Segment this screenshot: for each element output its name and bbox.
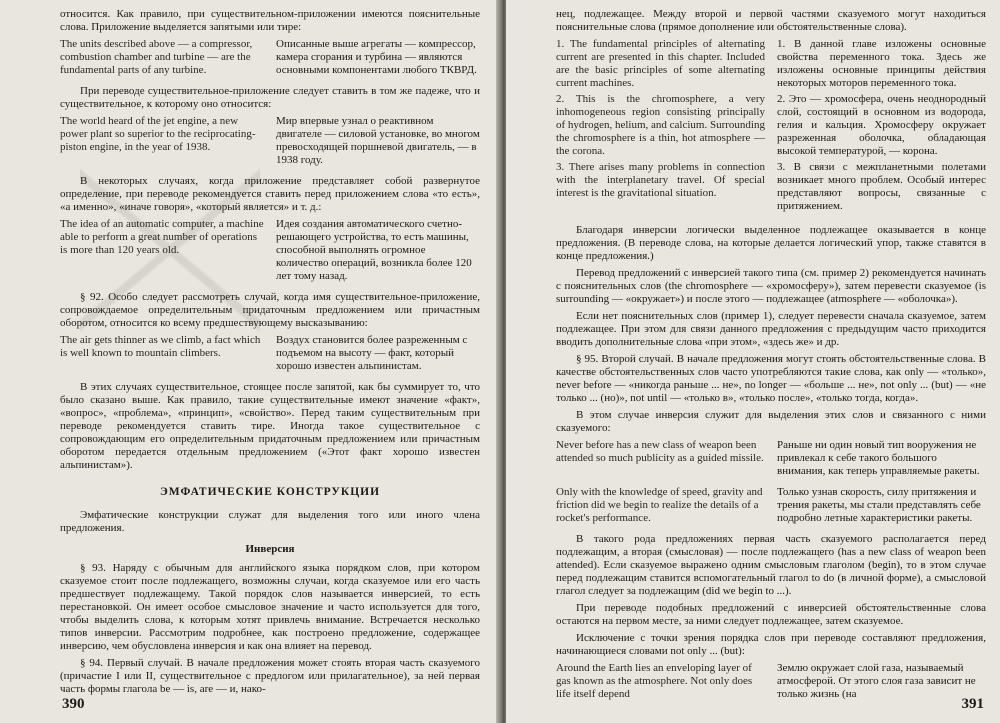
paragraph: Исключение с точки зрения порядка слов при переводе составляют предложения, начинающиеся словами not only ... (but): xyxy=(556,632,986,657)
example-block xyxy=(556,486,986,525)
example-english: Only with the knowledge of speed, gravity and friction did we begin to realize the details of a rocket's performance. xyxy=(556,486,763,524)
example-block xyxy=(60,218,480,283)
paragraph: относится. Как правило, при существительном-приложении имеются пояснительные слова. Приложение выделяется запятыми или тире: xyxy=(60,8,480,33)
example-russian: Идея создания автоматического счетно-решающего устройства, то есть машины, способной выполнять огромное количество операций, возникла более 120 лет тому назад. xyxy=(276,218,472,282)
right-page-content xyxy=(556,8,986,709)
example-block xyxy=(60,334,480,373)
example-english: The units described above — a compressor, combustion chamber and turbine — are the fundamental parts of any turbine. xyxy=(60,38,253,76)
example-item: 1. The fundamental principles of alternating current are presented in this chapter. Included are the basic principles of some alternating current machines. xyxy=(556,38,765,89)
paragraph: При переводе существительное-приложение следует ставить в том же падеже, что и существительное, к которому оно относится: xyxy=(60,85,480,110)
example-block xyxy=(60,115,480,167)
example-russian: Землю окружает слой газа, называемый атмосферой. От этого слоя газа зависит не только жизнь (на xyxy=(777,662,976,700)
example-english: The idea of an automatic computer, a machine able to perform a great number of operations is more than 120 years old. xyxy=(60,218,264,256)
paragraph: В этих случаях существительное, стоящее после запятой, как бы суммирует то, что было сказано выше. Как правило, такие существительные имеют значение «факт», «вопрос», «проблема», «принцип», «свойство». Перед таким существительным при переводе рекомендуется ставить тире. Иногда такое существительное с сопровождающим его определительным придаточным предложением или причастным оборотом передается отдельным предложением («Этот факт хорошо известен альпинистам»). xyxy=(60,381,480,471)
example-russian: Только узнав скорость, силу притяжения и трения ракеты, мы стали представлять себе подробно летные характеристики ракеты. xyxy=(777,486,981,524)
example-russian: Описанные выше агрегаты — компрессор, камера сгорания и турбина — являются основными компонентами любого ТКВРД. xyxy=(276,38,477,76)
paragraph: § 93. Наряду с обычным для английского языка порядком слов, при котором сказуемое стоит после подлежащего, возможны случаи, когда сказуемое или его часть предшествует подлежащему. Такой порядок слов называется инверсией, то есть перестановкой. Он имеет особое смысловое значение и часто используется для того, чтобы выделить слова, к которым хотят привлечь внимание. Встречается несколько типов инверсии. Рассмотрим подробнее, как построено предложение, содержащее инверсию, чем обусловлена инверсия и как она влияет на перевод. xyxy=(60,562,480,652)
example-english: Never before has a new class of weapon been attended so much publicity as a guided missile. xyxy=(556,439,764,464)
paragraph: При переводе подобных предложений с инверсией обстоятельственные слова остаются на первом месте, за ними следует подлежащее, затем сказуемое. xyxy=(556,602,986,627)
example-russian: Раньше ни один новый тип вооружения не привлекал к себе такого большого внимания, как теперь управляемые ракеты. xyxy=(777,439,980,477)
left-page-content xyxy=(60,8,480,700)
paragraph: § 92. Особо следует рассмотреть случай, когда имя существительное-приложение, сопровождаемое определительным придаточным предложением или причастным оборотом, относится ко всему предшествующему высказыванию: xyxy=(60,291,480,329)
example-item: 2. This is the chromosphere, a very inhomogeneous region consisting principally of hydrogen, helium, and calcium. Surrounding the chromosphere is a thin, hot atmosphere — the corona. xyxy=(556,93,765,157)
paragraph: § 94. Первый случай. В начале предложения может стоять вторая часть сказуемого (причастие I или II, существительное с предлогом или прилагательное), за ней первая часть формы глагола be — is, are — и, нако- xyxy=(60,657,480,695)
paragraph: В такого рода предложениях первая часть сказуемого располагается перед подлежащим, а вторая (смысловая) — после подлежащего (has a new class of weapon been attended). Если сказуемое выражено одним смысловым глаголом (begin), то в этом случае перед подлежащим ставится вспомогательный глагол to do (в личной форме), а смысловой глагол следует за подлежащим (did we begin to ...). xyxy=(556,533,986,597)
example-english: The world heard of the jet engine, a new power plant so superior to the reciprocating-piston engine, in the year of 1938. xyxy=(60,115,256,153)
example-item: 3. There arises many problems in connection with the interplanetary travel. Of special interest is the gravitational situation. xyxy=(556,161,765,199)
example-item: 1. В данной главе изложены основные свойства переменного тока. Здесь же изложены основные принципы действия некоторых моторов переменного тока. xyxy=(777,38,986,89)
paragraph: Если нет пояснительных слов (пример 1), следует перевести сначала сказуемое, затем подлежащее. При этом для связи данного предложения с предыдущим часто приходится вводить дополнительные слова «при этом», «здесь же» и др. xyxy=(556,310,986,348)
example-item: 3. В связи с межпланетными полетами возникает много проблем. Особый интерес представляют вопросы, связанные с притяжением. xyxy=(777,161,986,212)
example-block xyxy=(556,439,986,478)
paragraph: нец, подлежащее. Между второй и первой частями сказуемого могут находиться пояснительные слова (прямое дополнение или обстоятельственные слова). xyxy=(556,8,986,33)
paragraph: Эмфатические конструкции служат для выделения того или иного члена предложения. xyxy=(60,509,480,534)
examples-russian-column xyxy=(777,38,986,216)
paragraph: В некоторых случаях, когда приложение представляет собой развернутое определение, при переводе рекомендуется ставить перед приложением слова «то есть», «а именно», «иначе говоря», «который является» и т. д.: xyxy=(60,175,480,213)
subsection-heading: Инверсия xyxy=(245,543,295,555)
example-block xyxy=(556,662,986,701)
paragraph: § 95. Второй случай. В начале предложения могут стоять обстоятельственные слова. В качестве обстоятельственных слов часто употребляются такие слова, как only — «только», never before — «никогда раньше ... не», no longer — «больше ... не», not only ... (but) — «не только ... (но)», not until — «только в», «только после», «только тогда, когда». xyxy=(556,353,986,404)
paragraph: В этом случае инверсия служит для выделения этих слов и связанного с ними сказуемого: xyxy=(556,409,986,434)
page-number: 391 xyxy=(961,696,984,712)
paragraph: Благодаря инверсии логически выделенное подлежащее оказывается в конце предложения. (В переводе слова, на которые делается логический упор, также ставятся в конце предложения.) xyxy=(556,224,986,262)
example-block xyxy=(60,38,480,77)
example-russian: Мир впервые узнал о реактивном двигателе — силовой установке, во многом превосходящей поршневой двигатель, — в 1938 году. xyxy=(276,115,480,166)
example-item: 2. Это — хромосфера, очень неоднородный слой, состоящий в основном из водорода, гелия и кальция. Хромосферу окружает разреженная оболочка, обладающая высокой температурой, — корона. xyxy=(777,93,986,157)
page-number: 390 xyxy=(62,696,85,712)
examples-english-column xyxy=(556,38,765,216)
right-page xyxy=(506,0,1000,723)
numbered-examples xyxy=(556,38,986,216)
example-english: Around the Earth lies an enveloping layer of gas known as the atmosphere. Not only does life itself depend xyxy=(556,662,753,700)
section-heading: ЭМФАТИЧЕСКИЕ КОНСТРУКЦИИ xyxy=(159,486,381,498)
paragraph: Перевод предложений с инверсией такого типа (см. пример 2) рекомендуется начинать с пояснительных слов (the chromosphere — «хромосферу»), затем перевести сказуемое (is surrounding — «окружает») и после этого — подлежащее (atmosphere — «оболочка»). xyxy=(556,267,986,305)
example-russian: Воздух становится более разреженным с подъемом на высоту — факт, который хорошо известен альпинистам. xyxy=(276,334,468,372)
example-english: The air gets thinner as we climb, a fact which is well known to mountain climbers. xyxy=(60,334,261,359)
